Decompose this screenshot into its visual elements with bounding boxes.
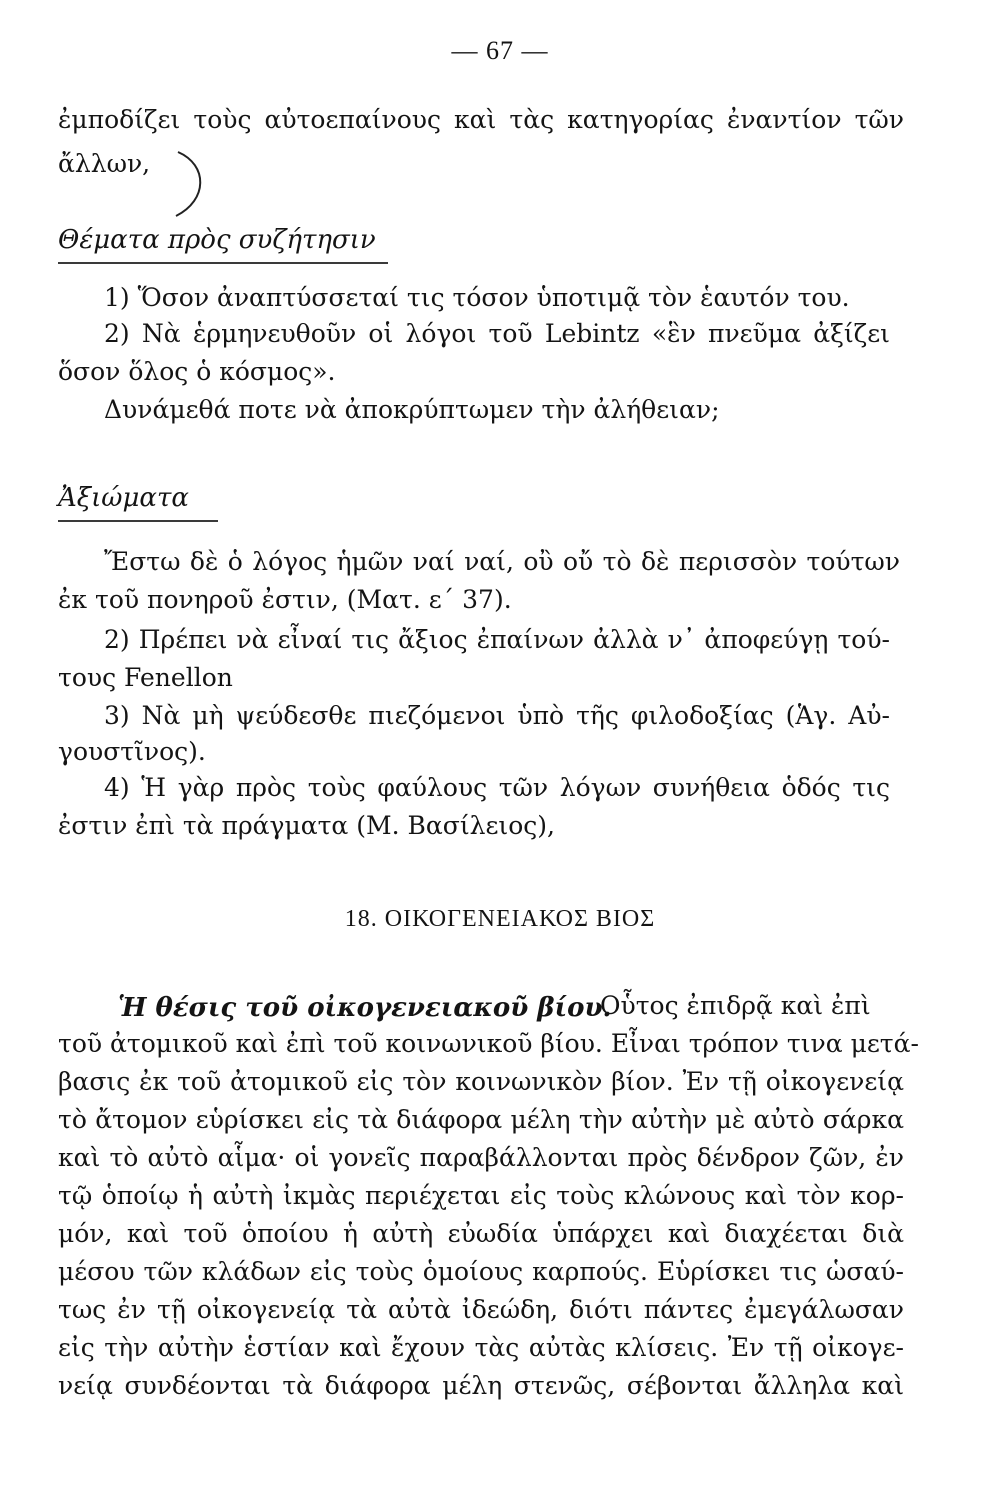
- text-line: 4) Ἡ γὰρ πρὸς τοὺς φαύλους τῶν λόγων συνήθεια ὁδός τις: [104, 773, 890, 802]
- paragraph-heading: Ἡ θέσις τοῦ οἰκογενειακοῦ βίου.: [118, 993, 612, 1023]
- text-line: τοῦ ἀτομικοῦ καὶ ἐπὶ τοῦ κοινωνικοῦ βίου. Εἶναι τρόπον τινα μετά-: [58, 1029, 919, 1058]
- text-line: ἄλλων,: [58, 149, 151, 178]
- text-line: Δυνάμεθά ποτε νὰ ἀποκρύπτωμεν τὴν ἀλήθειαν;: [104, 395, 720, 424]
- section-heading-topics: Θέματα πρὸς συζήτησιν: [58, 225, 376, 255]
- text-line: ἐκ τοῦ πονηροῦ ἐστιν, (Ματ. ε΄ 37).: [58, 585, 512, 614]
- text-line: Ἔστω δὲ ὁ λόγος ἡμῶν ναί ναί, οὒ οὔ τὸ δὲ περισσὸν τούτων: [104, 547, 900, 576]
- page-number: — 67 —: [451, 36, 549, 65]
- text-line: τὸ ἄτομον εὑρίσκει εἰς τὰ διάφορα μέλη τὴν αὐτὴν μὲ αὐτὸ σάρκα: [58, 1105, 904, 1134]
- text-line: καὶ τὸ αὐτὸ αἷμα· οἱ γονεῖς παραβάλλονται πρὸς δένδρον ζῶν, ἐν: [58, 1143, 904, 1172]
- heading-underline: [58, 520, 218, 522]
- text-line: ἐστιν ἐπὶ τὰ πράγματα (Μ. Βασίλειος),: [58, 811, 555, 840]
- heading-underline: [58, 262, 388, 264]
- text-line: 1) Ὅσον ἀναπτύσσεταί τις τόσον ὑποτιμᾷ τὸν ἑαυτόν του.: [104, 283, 850, 312]
- handwritten-bracket-mark: [168, 150, 228, 220]
- chapter-title: 18. ΟΙΚΟΓΕΝΕΙΑΚΟΣ ΒΙΟΣ: [344, 906, 656, 932]
- text-line: νείᾳ συνδέονται τὰ διάφορα μέλη στενῶς, σέβονται ἄλληλα καὶ: [58, 1371, 904, 1400]
- text-line: τους Fenellon: [58, 663, 233, 692]
- text-line: εἰς τὴν αὐτὴν ἑστίαν καὶ ἔχουν τὰς αὐτὰς κλίσεις. Ἐν τῇ οἰκογε-: [58, 1333, 904, 1362]
- section-heading-axioms: Ἀξιώματα: [58, 483, 189, 513]
- text-line: μέσου τῶν κλάδων εἰς τοὺς ὁμοίους καρπούς. Εὑρίσκει τις ὡσαύ-: [58, 1257, 904, 1286]
- text-line: 3) Νὰ μὴ ψεύδεσθε πιεζόμενοι ὑπὸ τῆς φιλοδοξίας (Ἁγ. Αὐ-: [104, 701, 890, 730]
- text-line: 2) Νὰ ἑρμηνευθοῦν οἱ λόγοι τοῦ Lebintz «ἓν πνεῦμα ἀξίζει: [104, 319, 890, 348]
- text-line: Οὗτος ἐπιδρᾷ καὶ ἐπὶ: [600, 991, 871, 1020]
- text-line: ἐμποδίζει τοὺς αὐτοεπαίνους καὶ τὰς κατηγορίας ἐναντίον τῶν: [58, 105, 904, 134]
- text-line: γουστῖνος).: [58, 737, 206, 766]
- text-line: τῷ ὁποίῳ ἡ αὐτὴ ἰκμὰς περιέχεται εἰς τοὺς κλώνους καὶ τὸν κορ-: [58, 1181, 904, 1210]
- text-line: 2) Πρέπει νὰ εἶναί τις ἄξιος ἐπαίνων ἀλλὰ ν᾿ ἀποφεύγῃ τού-: [104, 625, 890, 654]
- text-line: τως ἐν τῇ οἰκογενείᾳ τὰ αὐτὰ ἰδεώδη, διότι πάντες ἐμεγάλωσαν: [58, 1295, 904, 1324]
- text-line: βασις ἐκ τοῦ ἀτομικοῦ εἰς τὸν κοινωνικὸν βίον. Ἐν τῇ οἰκογενείᾳ: [58, 1067, 904, 1096]
- text-line: ὅσον ὅλος ὁ κόσμος».: [58, 357, 336, 386]
- text-line: μόν, καὶ τοῦ ὁποίου ἡ αὐτὴ εὐωδία ὑπάρχει καὶ διαχέεται διὰ: [58, 1219, 904, 1248]
